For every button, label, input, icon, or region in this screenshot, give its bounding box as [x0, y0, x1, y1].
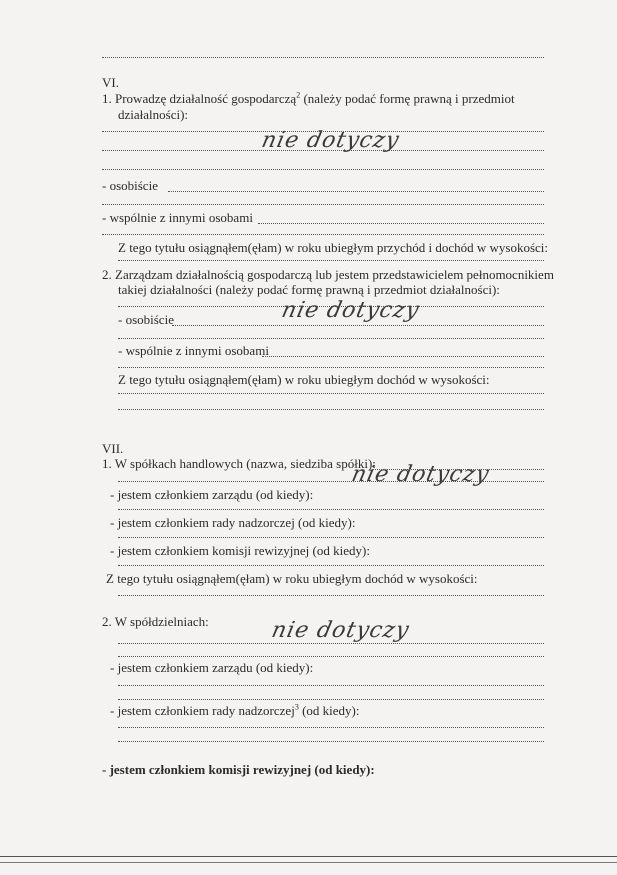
- dotted-line: [118, 408, 544, 410]
- dotted-line: [118, 655, 544, 657]
- vii-q2-audit: - jestem członkiem komisji rewizyjnej (od kiedy):: [102, 762, 375, 777]
- vi-q1-joint: - wspólnie z innymi osobami: [102, 210, 253, 225]
- dotted-line: [118, 740, 544, 742]
- dotted-line: [118, 337, 544, 339]
- section-vi-header: VI.: [102, 75, 119, 90]
- dotted-line: [102, 233, 544, 235]
- dotted-line: [118, 564, 544, 566]
- vii-q1-board: - jestem członkiem zarządu (od kiedy):: [110, 487, 314, 502]
- vi-q2-personal: - osobiście: [118, 312, 174, 327]
- handwritten-note: nie dotyczy: [279, 298, 422, 323]
- vi-q2-line1: 2. Zarządzam działalnością gospodarczą lub jestem przedstawicielem pełnomocnikiem: [102, 267, 554, 282]
- dotted-line: [118, 594, 544, 596]
- vi-q2-line2: takiej działalności (należy podać formę prawną i przedmiot działalności):: [118, 282, 500, 297]
- dotted-line: [118, 392, 544, 394]
- handwritten-note: nie dotyczy: [269, 618, 412, 643]
- section-vii-header: VII.: [102, 441, 124, 456]
- vi-q1-line2: działalności):: [118, 107, 189, 122]
- vi-q2-joint: - wspólnie z innymi osobami: [118, 343, 269, 358]
- vi-q2-income: Z tego tytułu osiągnąłem(ęłam) w roku ubiegłym dochód w wysokości:: [118, 372, 490, 387]
- vii-q2-supervisory: - jestem członkiem rady nadzorczej$^3$ (od kiedy):: [110, 702, 360, 718]
- scan-edge-line: [0, 862, 617, 863]
- dotted-line: [118, 536, 544, 538]
- dotted-line: [258, 222, 544, 224]
- vii-q1-audit: - jestem członkiem komisji rewizyjnej (od kiedy):: [110, 543, 370, 558]
- vii-q2-line1: 2. W spółdzielniach:: [102, 614, 209, 629]
- dotted-line: [118, 684, 544, 686]
- vii-q2-board: - jestem członkiem zarządu (od kiedy):: [110, 660, 314, 675]
- dotted-line: [118, 508, 544, 510]
- vii-q1-line1: 1. W spółkach handlowych (nazwa, siedziba spółki):: [102, 456, 376, 471]
- dotted-line: [102, 168, 544, 170]
- vii-q1-supervisory: - jestem członkiem rady nadzorczej (od kiedy):: [110, 515, 356, 530]
- dotted-line: [172, 324, 544, 326]
- vi-q1-personal: - osobiście: [102, 178, 158, 193]
- dotted-line: [118, 366, 544, 368]
- dotted-line: [102, 56, 544, 58]
- vi-q1-income: Z tego tytułu osiągnąłem(ęłam) w roku ubiegłym przychód i dochód w wysokości:: [118, 240, 548, 255]
- scan-edge-line: [0, 856, 617, 857]
- dotted-line: [102, 203, 544, 205]
- handwritten-note: nie dotyczy: [349, 462, 492, 487]
- dotted-line: [118, 698, 544, 700]
- dotted-line: [118, 642, 544, 644]
- dotted-line: [372, 468, 544, 470]
- dotted-line: [168, 190, 544, 192]
- vi-q1-line1: 1. Prowadzę działalność gospodarczą$^2$ (należy podać formę prawną i przedmiot: [102, 90, 515, 106]
- vii-q1-income: Z tego tytułu osiągnąłem(ęłam) w roku ubiegłym dochód w wysokości:: [106, 571, 478, 586]
- dotted-line: [262, 355, 544, 357]
- dotted-line: [118, 726, 544, 728]
- dotted-line: [118, 480, 544, 482]
- handwritten-note: nie dotyczy: [259, 128, 402, 153]
- dotted-line: [118, 259, 544, 261]
